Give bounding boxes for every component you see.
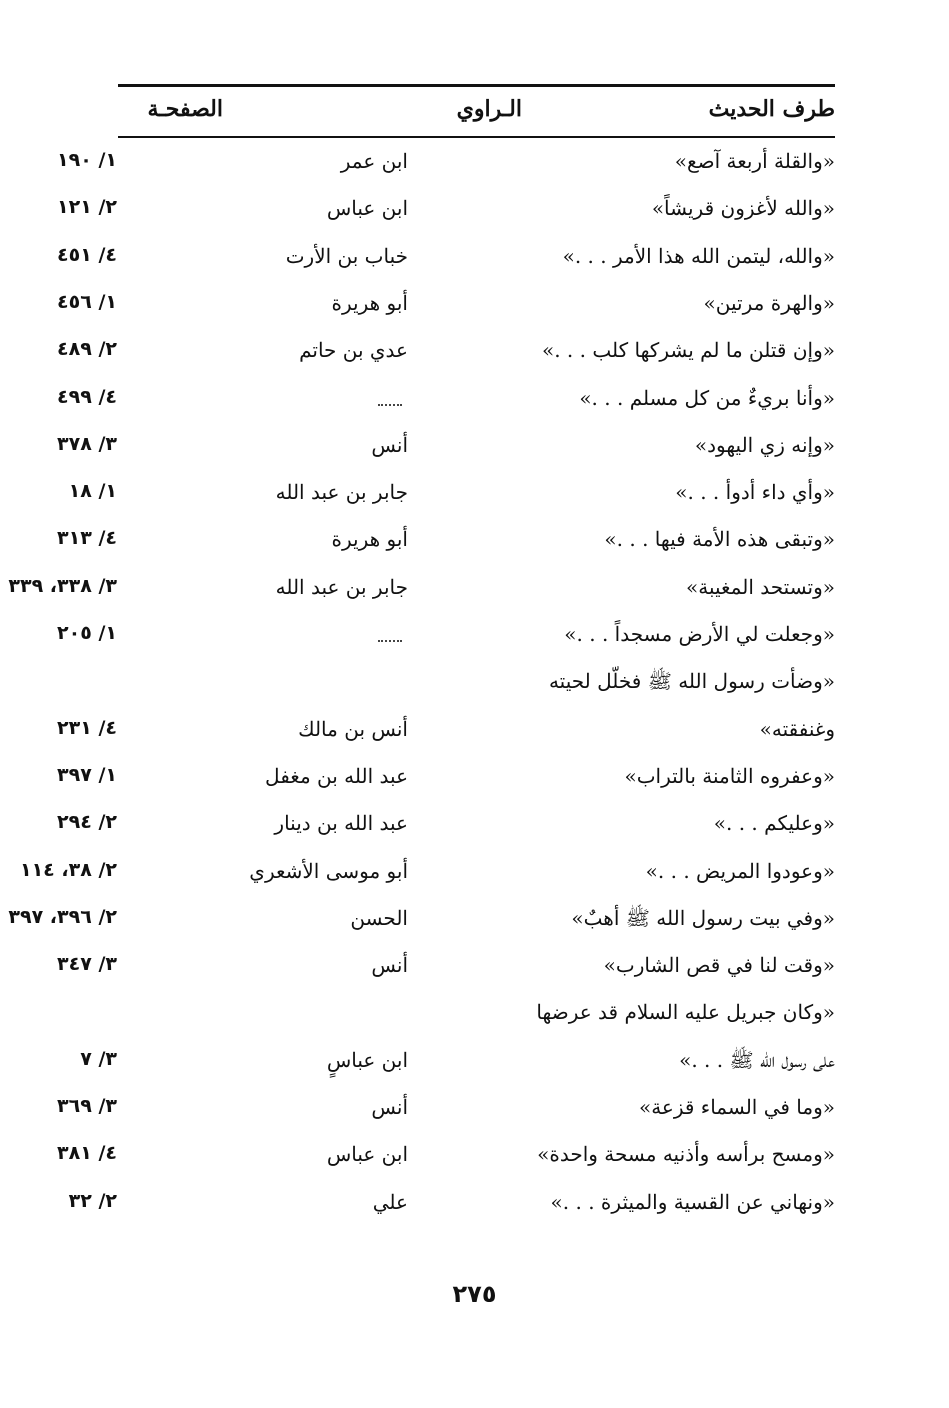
page-reference: ٢/ ٤٨٩	[57, 338, 117, 361]
narrator-name: جابر بن عبد الله	[275, 480, 408, 505]
hadith-text: «وقت لنا في قص الشارب»	[603, 953, 835, 978]
page-reference: ٣/ ٣٣٨، ٣٣٩	[8, 574, 117, 597]
page-reference: ٢/ ٣٨، ١١٤	[19, 858, 117, 881]
table-row	[118, 663, 835, 703]
narrator-name: عبد الله بن مغفل	[265, 763, 408, 788]
page-reference: ٢/ ٢٩٤	[57, 811, 117, 834]
hadith-text: «والله لأغزون قريشاً»	[651, 196, 835, 221]
table-row	[57, 285, 835, 325]
narrator-cell	[265, 763, 408, 790]
narrator-name: أنس	[371, 953, 408, 978]
page-reference: ١/ ٢٠٥	[57, 622, 117, 644]
header-narrator: الـراوي	[456, 96, 522, 122]
table-row	[57, 947, 835, 987]
hadith-text: «وما في السماء قزعة»	[638, 1095, 835, 1119]
table-row	[118, 994, 835, 1034]
hadith-text: «وجعلت لي الأرض مسجداً . . .»	[564, 622, 835, 646]
hadith-text: على رسول الله ﷺ . . .»	[679, 1047, 835, 1072]
table-row	[19, 853, 835, 893]
table-row	[57, 616, 835, 656]
page-reference: ٣/ ٣٦٩	[57, 1095, 117, 1117]
table-row	[68, 474, 835, 514]
narrator-cell	[331, 527, 408, 553]
narrator-cell	[298, 716, 408, 743]
narrator-cell	[372, 1189, 408, 1216]
table-row	[80, 1042, 835, 1082]
table-row	[57, 711, 835, 751]
hadith-text: «وعودوا المريض . . .»	[645, 858, 835, 883]
narrator-name: ابن عباس	[326, 1142, 408, 1167]
hadith-text: «وإن قتلن ما لم يشركها كلب . . .»	[541, 338, 835, 363]
narrator-name: أبو هريرة	[331, 290, 408, 315]
table-row	[68, 1184, 835, 1224]
hadith-text: «وفي بيت رسول الله ﷺ أهبٌ»	[571, 905, 835, 930]
page-reference: ٢/ ١٢١	[57, 196, 117, 219]
narrator-cell	[326, 1142, 408, 1168]
hadith-text: «والهرة مرتين»	[703, 290, 835, 315]
page-reference: ٢/ ٣٢	[68, 1189, 117, 1212]
narrator-cell	[275, 480, 408, 506]
narrator-cell	[378, 622, 408, 648]
hadith-text: «وضأت رسول الله ﷺ فخلّل لحيته	[548, 669, 835, 694]
table-row	[57, 238, 835, 278]
narrator-cell	[275, 574, 408, 601]
header-page: الصفحـة	[147, 96, 223, 122]
narrator-name: أنس	[371, 432, 408, 457]
page-reference: ٣/ ٧	[80, 1047, 117, 1070]
table-row	[57, 1136, 835, 1176]
table-row	[8, 569, 835, 609]
hadith-text: «وتبقى هذه الأمة فيها . . .»	[604, 527, 835, 552]
table-row	[57, 332, 835, 372]
table-row	[57, 521, 835, 561]
narrator-cell	[326, 196, 408, 222]
page-reference: ٤/ ٣١٣	[57, 527, 117, 550]
narrator-cell	[371, 1095, 408, 1121]
table-row	[8, 900, 835, 940]
narrator-name: ابن عمر	[340, 149, 408, 173]
table-row	[57, 427, 835, 467]
narrator-name: ابن عباسٍ	[326, 1047, 408, 1072]
narrator-cell	[249, 858, 408, 885]
table-row	[57, 380, 835, 420]
narrator-name: عدي بن حاتم	[299, 338, 408, 363]
hadith-text: وغنفقته»	[759, 716, 835, 741]
page-reference: ٣/ ٣٧٨	[57, 432, 117, 455]
narrator-name: جابر بن عبد الله	[275, 574, 408, 599]
table-row	[57, 1089, 835, 1129]
narrator-name: عبد الله بن دينار	[274, 811, 408, 836]
narrator-cell	[378, 386, 408, 412]
page-number: ٢٧٥	[452, 1280, 497, 1308]
hadith-text: «والله، ليتمن الله هذا الأمر . . .»	[562, 243, 835, 268]
narrator-name: خباب بن الأرت	[285, 243, 408, 268]
header-hadith: طرف الحديث	[708, 96, 835, 122]
header-rule	[118, 136, 835, 138]
page-reference: ١/ ٤٥٦	[57, 290, 117, 313]
page-reference: ٤/ ٤٥١	[57, 243, 117, 266]
page-reference: ٤/ ٢٣١	[57, 716, 117, 739]
hadith-text: «وأي داء أدوأ . . .»	[675, 480, 835, 505]
table-row	[57, 758, 835, 798]
page-reference: ١/ ٣٩٧	[57, 763, 117, 786]
dot-leader	[378, 386, 402, 406]
page-reference: ٤/ ٣٨١	[57, 1142, 117, 1165]
hadith-text: «ومسح برأسه وأذنيه مسحة واحدة»	[537, 1142, 835, 1167]
page-reference: ١/ ١٨	[68, 480, 117, 503]
hadith-text: «وأنا بريءٌ من كل مسلم . . .»	[579, 385, 835, 410]
narrator-name: أنس	[371, 1095, 408, 1119]
narrator-name: ابن عباس	[326, 196, 408, 221]
hadith-text: «وعفروه الثامنة بالتراب»	[624, 763, 835, 788]
page-reference: ٣/ ٣٤٧	[57, 953, 117, 976]
narrator-cell	[371, 432, 408, 459]
hadith-text: «وإنه زي اليهود»	[694, 432, 835, 457]
narrator-cell	[350, 905, 408, 932]
narrator-name: أبو موسى الأشعري	[249, 858, 408, 883]
narrator-cell	[326, 1047, 408, 1074]
hadith-text: «ونهاني عن القسية والميثرة . . .»	[550, 1189, 835, 1214]
narrator-name: أنس بن مالك	[298, 716, 408, 741]
hadith-text: «وعليكم . . .»	[713, 811, 835, 836]
page-reference: ١/ ١٩٠	[57, 149, 117, 171]
narrator-cell	[285, 243, 408, 270]
hadith-text: «وكان جبريل عليه السلام قد عرضها	[536, 1000, 835, 1025]
hadith-text: «والقلة أربعة آصع»	[674, 149, 835, 173]
narrator-cell	[340, 149, 408, 175]
page-reference: ٤/ ٤٩٩	[57, 385, 117, 408]
narrator-name: أبو هريرة	[331, 527, 408, 552]
table-row	[57, 190, 835, 230]
narrator-name: علي	[372, 1189, 408, 1214]
top-rule	[118, 84, 835, 87]
page-reference: ٢/ ٣٩٦، ٣٩٧	[8, 905, 117, 928]
table-row	[57, 805, 835, 845]
hadith-text: «وتستحد المغيبة»	[686, 574, 835, 599]
table-row	[57, 143, 835, 183]
narrator-name: الحسن	[350, 905, 408, 930]
narrator-cell	[331, 290, 408, 317]
narrator-cell	[371, 953, 408, 979]
narrator-cell	[299, 338, 408, 364]
dot-leader	[378, 622, 402, 642]
narrator-cell	[274, 811, 408, 837]
